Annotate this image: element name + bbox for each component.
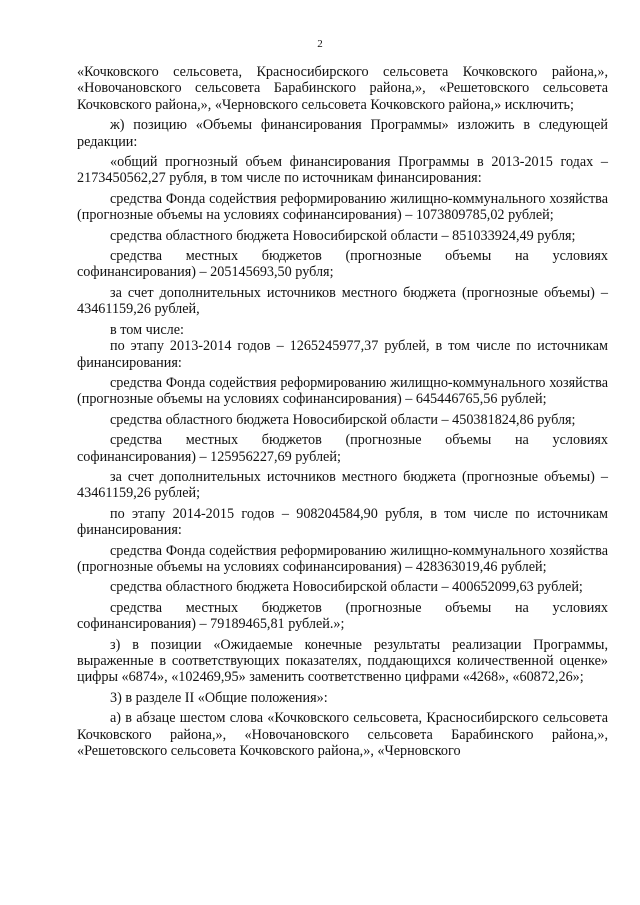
paragraph-16: средства областного бюджета Новосибирской области – 400652099,63 рублей; — [110, 579, 583, 596]
paragraph-20: а) в абзаце шестом слова «Кочковского сельсовета, Красносибирского сельсовета Кочковского района,», «Новочановского сельсовета Барабинского района,», «Решетовского сельсовета Кочковского района,», «Черновского — [77, 710, 608, 760]
paragraph-18: з) в позиции «Ожидаемые конечные результаты реализации Программы, выраженные в соответствующих показателях, поддающихся количественной оценке» цифры «6874», «102469,95» заменить соответственно цифрами «4268», «60872,26»; — [77, 636, 608, 686]
paragraph-3: «общий прогнозный объем финансирования Программы в 2013-2015 годах – 2173450562,27 рубля, в том числе по источникам финансирования: — [77, 154, 608, 187]
paragraph-5: средства областного бюджета Новосибирской области – 851033924,49 рубля; — [110, 227, 576, 244]
paragraph-7: за счет дополнительных источников местного бюджета (прогнозные объемы) – 43461159,26 рублей, — [77, 284, 608, 318]
paragraph-15: средства Фонда содействия реформированию жилищно-коммунального хозяйства (прогнозные объемы на условиях софинансирования) – 428363019,46 рублей; — [77, 542, 608, 575]
paragraph-11: средства областного бюджета Новосибирской области – 450381824,86 рубля; — [110, 411, 576, 428]
document-body — [77, 64, 608, 763]
paragraph-8: в том числе: — [110, 321, 184, 338]
paragraph-9: по этапу 2013-2014 годов – 1265245977,37 рублей, в том числе по источникам финансирования: — [77, 338, 608, 371]
paragraph-13: за счет дополнительных источников местного бюджета (прогнозные объемы) – 43461159,26 рублей; — [77, 468, 608, 502]
paragraph-4: средства Фонда содействия реформированию жилищно-коммунального хозяйства (прогнозные объемы на условиях софинансирования) – 1073809785,02 рублей; — [77, 190, 608, 224]
paragraph-19: 3) в разделе II «Общие положения»: — [110, 689, 328, 706]
paragraph-12: средства местных бюджетов (прогнозные объемы на условиях софинансирования) – 125956227,69 рублей; — [77, 432, 608, 465]
paragraph-1: «Кочковского сельсовета, Красносибирского сельсовета Кочковского района,», «Новочановского сельсовета Барабинского района,», «Решетовского сельсовета Кочковского района,», «Черновского сельсовета Кочковского района,» исключить; — [77, 64, 608, 113]
paragraph-2: ж) позицию «Объемы финансирования Программы» изложить в следующей редакции: — [77, 117, 608, 150]
page-number: 2 — [317, 38, 323, 50]
paragraph-6: средства местных бюджетов (прогнозные объемы на условиях софинансирования) – 205145693,50 рубля; — [77, 248, 608, 281]
paragraph-14: по этапу 2014-2015 годов – 908204584,90 рубля, в том числе по источникам финансирования: — [77, 505, 608, 539]
paragraph-10: средства Фонда содействия реформированию жилищно-коммунального хозяйства (прогнозные объемы на условиях софинансирования) – 645446765,56 рублей; — [77, 374, 608, 408]
paragraph-17: средства местных бюджетов (прогнозные объемы на условиях софинансирования) – 79189465,81 рублей.»; — [77, 599, 608, 633]
